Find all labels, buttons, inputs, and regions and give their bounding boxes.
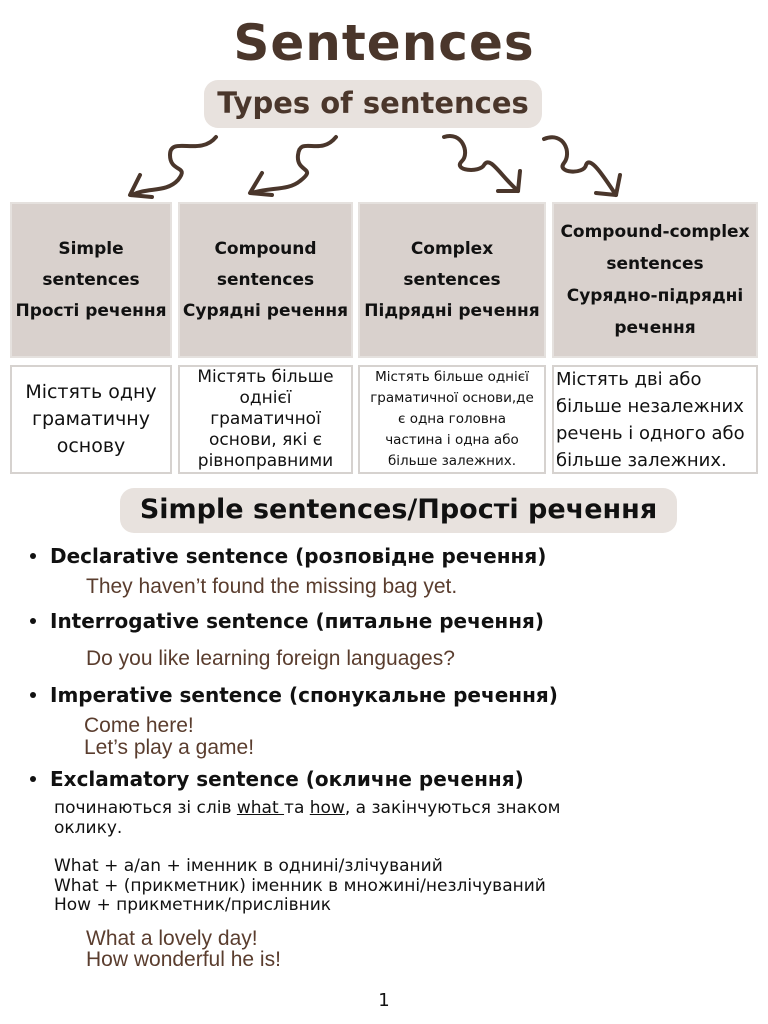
desc-box-complex: [358, 365, 546, 474]
desc-line: Містять одну: [25, 381, 157, 403]
types-subtitle: Types of sentences: [204, 80, 542, 128]
type-label: Simple: [58, 238, 124, 259]
example-declarative: They haven’t found the missing bag yet.: [86, 575, 458, 598]
section-title: Simple sentences/Прості речення: [120, 488, 677, 533]
note-keyword-what: what: [236, 798, 285, 818]
type-label: Complex: [410, 238, 494, 259]
desc-line: граматичну: [32, 408, 150, 430]
bullet-text: Declarative sentence (розповідне речення): [50, 544, 547, 568]
type-box-complex: [358, 202, 546, 358]
bullet-dot-icon: [30, 553, 36, 559]
bullet-imperative: [30, 683, 558, 707]
example-imperative-1: Come here!: [84, 714, 194, 737]
example-exclamatory-2: How wonderful he is!: [86, 948, 281, 971]
type-label: sentences: [606, 254, 704, 274]
desc-line: рівноправними: [197, 451, 334, 471]
desc-line: більше залежних.: [387, 453, 517, 469]
note-text: починаються зі слів: [54, 798, 237, 818]
type-label: sentences: [216, 269, 315, 290]
type-label: речення: [614, 318, 696, 338]
exclamatory-note: [54, 798, 694, 838]
example-imperative-2: Let’s play a game!: [84, 736, 255, 759]
type-label: Прості речення: [15, 300, 167, 321]
desc-line: основи, які є: [208, 430, 323, 450]
desc-line: Містять дві або: [556, 368, 702, 390]
pattern-line-3: How + прикметник/прислівник: [54, 895, 332, 915]
bullet-text: Imperative sentence (спонукальне речення): [50, 683, 558, 707]
desc-box-compound: [178, 365, 353, 474]
page-number: 1: [378, 990, 390, 1011]
desc-line: речень і одного або: [556, 422, 745, 444]
type-box-compound-complex: [552, 202, 758, 358]
pattern-line-1: What + a/an + іменник в однині/злічуваний: [54, 856, 443, 876]
bullet-dot-icon: [30, 692, 36, 698]
desc-line: граматичної: [210, 409, 321, 429]
bullet-interrogative: [30, 609, 544, 633]
squiggly-arrows: [0, 125, 768, 205]
bullet-text: Interrogative sentence (питальне речення): [50, 609, 545, 633]
desc-box-compound-complex: [552, 365, 758, 474]
desc-line: граматичної основи,де: [370, 390, 534, 406]
desc-line: основу: [56, 435, 126, 457]
pattern-line-2: What + (прикметник) іменник в множині/незлічуваний: [54, 876, 546, 896]
note-keyword-how: how: [309, 798, 345, 818]
bullet-dot-icon: [30, 618, 36, 624]
note-text: , а закінчуються знаком: [344, 798, 561, 818]
desc-line: Містять більше однієї: [375, 369, 529, 385]
bullet-text: Exclamatory sentence (окличне речення): [50, 767, 524, 791]
arrow-to-compound-icon: [252, 137, 336, 193]
bullet-exclamatory: [30, 767, 524, 791]
type-label: Підрядні речення: [364, 300, 540, 321]
type-label: Сурядно-підрядні: [566, 286, 744, 306]
arrow-to-complex-icon: [444, 136, 518, 191]
arrow-to-compound-complex-icon: [544, 137, 616, 195]
type-label: sentences: [403, 269, 501, 290]
desc-line: більше залежних.: [556, 449, 727, 471]
note-text: та: [284, 798, 310, 818]
bullet-declarative: [30, 544, 546, 568]
desc-line: однієї: [239, 388, 292, 408]
page-title: Sentences: [233, 14, 535, 72]
type-label: Compound-complex: [560, 222, 750, 242]
desc-line: Містять більше: [197, 367, 334, 387]
type-label: Сурядні речення: [182, 300, 349, 321]
desc-line: більше незалежних: [556, 395, 744, 417]
bullet-dot-icon: [30, 776, 36, 782]
desc-box-simple: [10, 365, 172, 474]
example-exclamatory-1: What a lovely day!: [86, 927, 258, 950]
arrow-to-simple-icon: [132, 137, 216, 195]
type-label: Compound: [214, 238, 317, 259]
example-interrogative: Do you like learning foreign languages?: [86, 647, 455, 670]
type-box-compound: [178, 202, 353, 358]
desc-line: є одна головна: [398, 411, 506, 427]
desc-line: частина і одна або: [385, 432, 519, 448]
note-text: оклику.: [54, 818, 123, 838]
type-box-simple: [10, 202, 172, 358]
type-label: sentences: [42, 269, 140, 290]
